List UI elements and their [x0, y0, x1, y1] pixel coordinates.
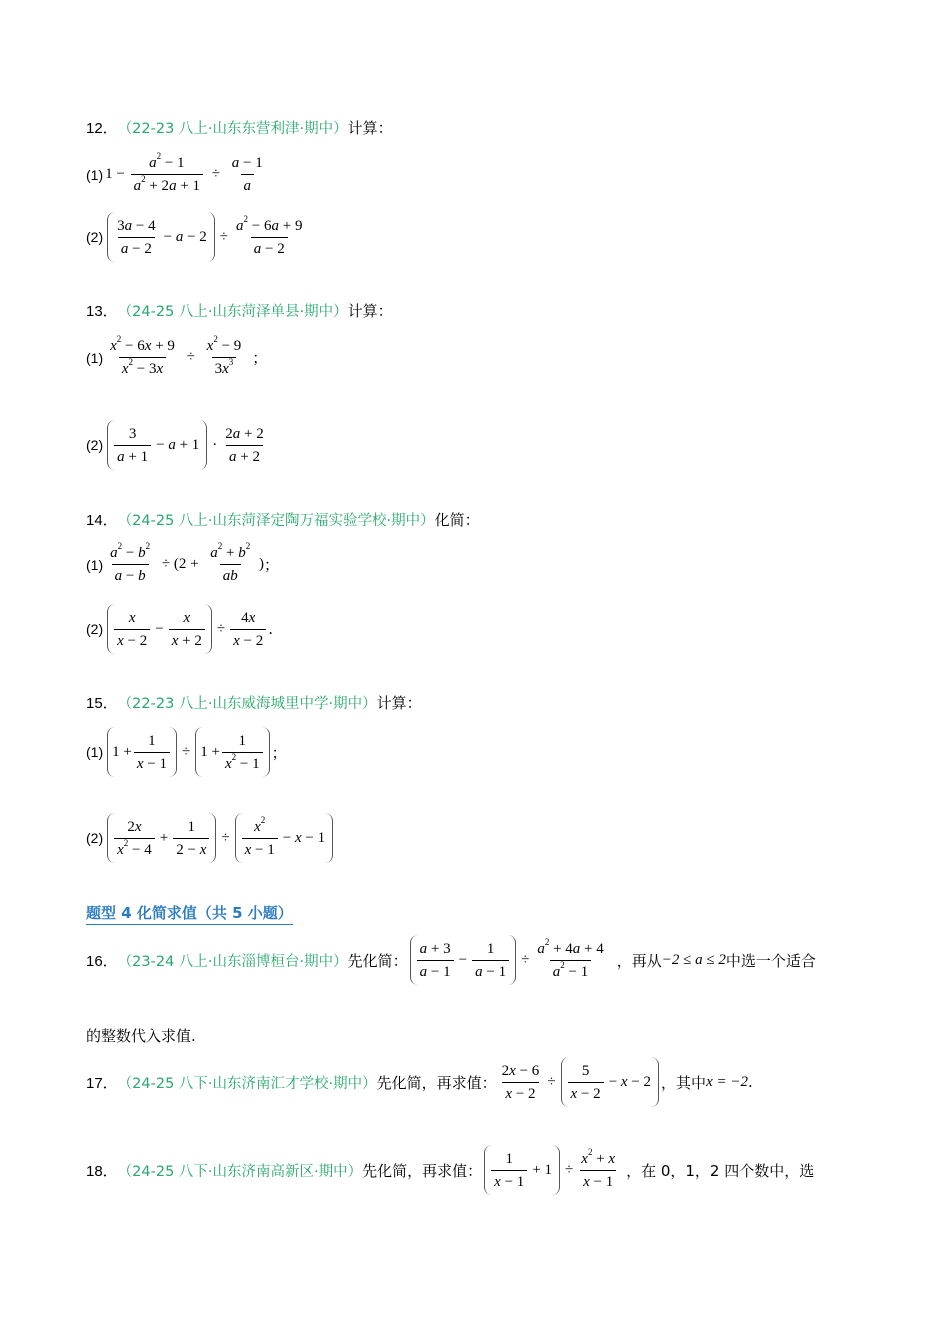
text: 中选一个适合: [725, 951, 816, 970]
q14-part1: [86, 541, 280, 585]
q13-part2: [86, 420, 269, 470]
question-number: 18．: [86, 1162, 118, 1180]
math-expression: $\frac{x}{x - 2}$ − $\frac{x}{x + 2}$ ÷ $\frac{4x}{x - 2}$: [105, 604, 268, 654]
question-instruction: 计算：: [376, 694, 422, 712]
part-label: (2): [86, 437, 104, 453]
range-expression: −2 ≤ a ≤ 2: [661, 951, 726, 968]
question-source: （22-23 八上·山东东营利津·期中）: [117, 121, 348, 137]
q13-header: [86, 300, 393, 321]
punctuation: .: [268, 620, 274, 638]
q17-line: [86, 1057, 753, 1107]
punctuation: .: [747, 1073, 753, 1091]
q16-line1: [86, 935, 816, 985]
q13-part1: [86, 334, 268, 378]
question-instruction: 计算：: [347, 119, 393, 137]
question-source: （24-25 八上·山东菏泽定陶万福实验学校·期中）: [117, 513, 435, 529]
math-expression: 1 + $\frac{1}{x - 1}$ ÷ 1 + $\frac{1}{x^2 - 1}$: [105, 727, 271, 777]
text: ，再从: [616, 951, 662, 970]
text: 的整数代入求值.: [86, 1027, 196, 1045]
math-expression: $\frac{2x}{x^2 - 4}$ + $\frac{1}{2 - x}$ ÷ $\frac{x^2}{x - 1}$ − x − 1: [105, 813, 335, 863]
punctuation: ；: [271, 743, 287, 762]
question-number: 16．: [86, 952, 118, 970]
question-instruction: 先化简，再求值：: [362, 1161, 483, 1180]
question-source: （24-25 八下·山东济南高新区·期中）: [117, 1163, 363, 1180]
question-instruction: 化简：: [434, 511, 480, 529]
question-number: 15．: [86, 695, 118, 712]
q15-part2: [86, 813, 335, 863]
q14-header: [86, 509, 480, 530]
math-expression: $\frac{2x - 6}{x - 2}$ ÷ $\frac{5}{x - 2}$ − x − 2: [497, 1057, 661, 1107]
part-label: (2): [86, 229, 104, 245]
text: ，在 0，1，2 四个数中，选: [626, 1161, 815, 1180]
math-expression: $\frac{a + 3}{a - 1}$ − $\frac{1}{a - 1}$ ÷ $\frac{a^2 + 4a + 4}{a^2 - 1}$: [408, 935, 609, 985]
math-expression: $\frac{1}{x - 1}$ + 1 ÷ $\frac{x^2 + x}{x - 1}$: [482, 1145, 620, 1195]
question-source: （22-23 八上·山东威海城里中学·期中）: [117, 696, 377, 712]
q12-header: [86, 117, 393, 138]
text: ，其中: [661, 1073, 707, 1092]
q15-part1: [86, 727, 287, 777]
question-instruction: 先化简：: [347, 951, 408, 970]
part-label: (1): [86, 349, 104, 366]
q16-line2: [86, 1025, 196, 1046]
q14-part2: [86, 604, 273, 654]
part-label: (2): [86, 830, 104, 846]
q15-header: [86, 692, 422, 713]
q12-part2: [86, 212, 307, 262]
section-heading: 题型 4 化简求值（共 5 小题）: [86, 902, 293, 925]
question-number: 17．: [86, 1074, 118, 1092]
math-expression: $\frac{x^2 - 6x + 9}{x^2 - 3x}$ ÷ $\frac{x^2 - 9}{3x^3}$: [110, 334, 242, 377]
math-expression: $\frac{3}{a + 1}$ − a + 1 · $\frac{2a + 2}{a + 2}$: [105, 420, 269, 470]
q18-line: [86, 1145, 814, 1195]
math-expression: $\frac{a^2 - b^2}{a - b}$ ÷ (2 + $\frac{a^2 + b^2}{ab}$ ): [110, 541, 264, 584]
part-label: (1): [86, 556, 104, 573]
question-source: （23-24 八上·山东淄博桓台·期中）: [117, 953, 348, 970]
math-expression: 1 − $\frac{a^2 - 1}{a^2 + 2a + 1}$ ÷ $\frac{a - 1}{a}$: [105, 151, 263, 194]
condition-expression: x = −2: [706, 1073, 748, 1090]
math-expression: $\frac{3a - 4}{a - 2}$ − a − 2 ÷ $\frac{a^2 - 6a + 9}{a - 2}$: [105, 212, 307, 262]
part-label: (1): [86, 166, 104, 183]
question-number: 14．: [86, 512, 118, 529]
question-source: （24-25 八下·山东济南汇才学校·期中）: [117, 1075, 377, 1092]
question-source: （24-25 八上·山东菏泽单县·期中）: [117, 304, 348, 320]
part-label: (1): [86, 744, 104, 760]
question-instruction: 计算：: [347, 302, 393, 320]
question-instruction: 先化简，再求值：: [376, 1073, 497, 1092]
q12-part1: [86, 151, 268, 195]
punctuation: ；: [264, 556, 280, 574]
question-number: 12．: [86, 120, 118, 137]
punctuation: ；: [252, 349, 268, 367]
question-number: 13．: [86, 303, 118, 320]
part-label: (2): [86, 621, 104, 637]
